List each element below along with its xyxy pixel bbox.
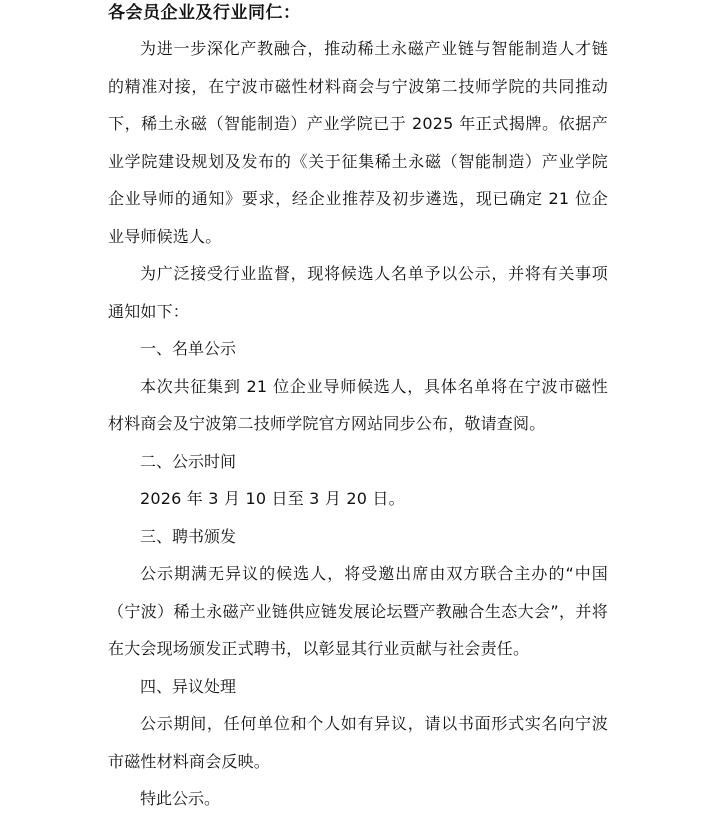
section-body-objection: 公示期间，任何单位和个人如有异议，请以书面形式实名向宁波市磁性材料商会反映。: [108, 714, 608, 771]
closing-line: 特此公示。: [140, 789, 221, 808]
intro-notice-paragraph: 为广泛接受行业监督，现将候选人名单予以公示，并将有关事项通知如下：: [108, 264, 608, 321]
salutation: 各会员企业及行业同仁：: [108, 3, 301, 23]
section-heading-objection: 四、异议处理: [140, 676, 237, 696]
section-body-certificate: 公示期满无异议的候选人，将受邀出席由双方联合主办的“中国（宁波）稀土永磁产业链供应链发展论坛暨产教融合生态大会”，并将在大会现场颁发正式聘书，以彰显其行业贡献与社会责任。: [108, 564, 608, 658]
intro-paragraph: 为进一步深化产教融合，推动稀土永磁产业链与智能制造人才链的精准对接，在宁波市磁性材料商会与宁波第二技师学院的共同推动下，稀土永磁（智能制造）产业学院已于 2025 年正式揭牌。依据产业学院建设规划及发布的《关于征集稀土永磁（智能制造）产业学院企业导师的通知》要求，经企业推荐及初步遴选，现已确定 21 位企业导师候选人。: [108, 39, 608, 246]
section-body-list: 本次共征集到 21 位企业导师候选人，具体名单将在宁波市磁性材料商会及宁波第二技师学院官方网站同步公布，敬请查阅。: [108, 376, 608, 433]
notice-document: [108, 0, 608, 818]
section-heading-list: 一、名单公示: [140, 339, 237, 358]
section-heading-certificate: 三、聘书颁发: [140, 526, 237, 546]
section-body-period: 2026 年 3 月 10 日至 3 月 20 日。: [140, 489, 405, 508]
section-heading-period: 二、公示时间: [140, 451, 237, 471]
